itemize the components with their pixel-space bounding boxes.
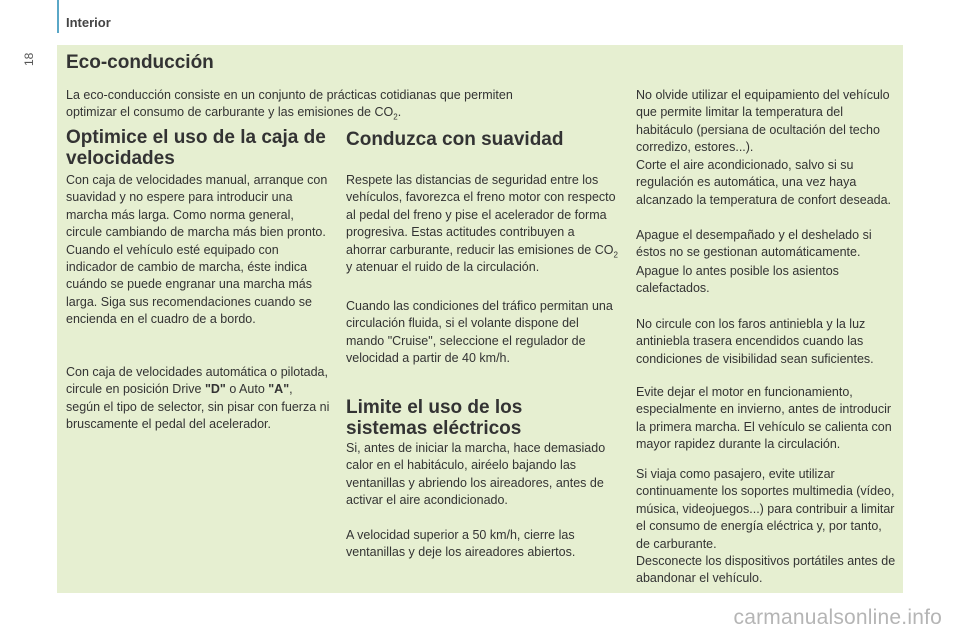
ventilation-paragraph: Si, antes de iniciar la marcha, hace demasiado calor en el habitáculo, airéelo bajando las ventanillas y abriendo los aireadores, antes de activar el aire acondicionado. bbox=[346, 441, 606, 508]
heading-gearbox: Optimice el uso de la caja de velocidades bbox=[66, 127, 326, 169]
temperature-equipment-paragraph: No olvide utilizar el equipamiento del vehículo que permite limitar la temperatura del habitáculo (persiana de ocultación del techo corredizo, estores...). bbox=[636, 88, 890, 155]
portable-devices-paragraph: Desconecte los dispositivos portátiles antes de abandonar el vehículo. bbox=[636, 554, 896, 586]
heading-electrical-systems: Limite el uso de los sistemas eléctricos bbox=[346, 397, 523, 439]
gearbox-automatic-paragraph: Con caja de velocidades automática o pilotada, circule en posición Drive "D" o Auto "A", según el tipo de selector, sin pisar con fuerza ni bruscamente el pedal del acelerador. bbox=[66, 365, 330, 432]
heading-smooth-driving: Conduzca con suavidad bbox=[346, 129, 564, 150]
fog-lights-paragraph: No circule con los faros antiniebla y la luz antiniebla trasera encendidos cuando las condiciones de visibilidad sean suficientes. bbox=[636, 317, 874, 366]
page-number: 18 bbox=[22, 52, 36, 66]
multimedia-paragraph: Si viaja como pasajero, evite utilizar continuamente los soportes multimedia (vídeo, música, videojuegos...) para contribuir a limitar el consumo de energía eléctrica y, por tanto, de carburante. bbox=[636, 467, 895, 551]
section-label: Interior bbox=[66, 15, 111, 30]
smooth-driving-paragraph: Respete las distancias de seguridad entre los vehículos, favorezca el freno motor con respecto al pedal del freno y pise el acelerador de forma progresiva. Estas actitudes contribuyen a ahorrar carburante, reducir las emisiones de $CO_2$ y atenuar el ruido de la circulación. bbox=[346, 173, 618, 275]
heated-seats-paragraph: Apague lo antes posible los asientos calefactados. bbox=[636, 264, 839, 296]
intro-paragraph: La eco-conducción consiste en un conjunto de prácticas cotidianas que permiten optimizar el consumo de carburante y las emisiones de $CO_2$. bbox=[66, 88, 513, 122]
air-conditioning-paragraph: Corte el aire acondicionado, salvo si su regulación es automática, una vez haya alcanzado la temperatura de confort deseada. bbox=[636, 158, 892, 207]
page-title: Eco-conducción bbox=[66, 52, 214, 73]
cruise-paragraph: Cuando las condiciones del tráfico permitan una circulación fluida, si el volante dispone del mando "Cruise", seleccione el regulador de velocidad a partir de 40 km/h. bbox=[346, 299, 613, 366]
windows-paragraph: A velocidad superior a 50 km/h, cierre las ventanillas y deje los aireadores abiertos. bbox=[346, 528, 576, 560]
gearbox-manual-paragraph: Con caja de velocidades manual, arranque con suavidad y no espere para introducir una marcha más larga. Como norma general, circule cambiando de marcha más bien pronto. Cuando el vehículo esté equipado con indicador de cambio de marcha, éste indica cuándo se puede engranar una marcha más larga. Siga sus recomendaciones cuando se encienda en el cuadro de a bordo. bbox=[66, 173, 328, 327]
engine-idle-paragraph: Evite dejar el motor en funcionamiento, especialmente en invierno, antes de introducir la primera marcha. El vehículo se calienta con mayor rapidez durante la circulación. bbox=[636, 385, 892, 452]
demisting-paragraph: Apague el desempañado y el deshelado si éstos no se gestionan automáticamente. bbox=[636, 228, 872, 260]
watermark: carmanualsonline.info bbox=[733, 606, 942, 629]
section-accent-bar bbox=[57, 0, 59, 33]
